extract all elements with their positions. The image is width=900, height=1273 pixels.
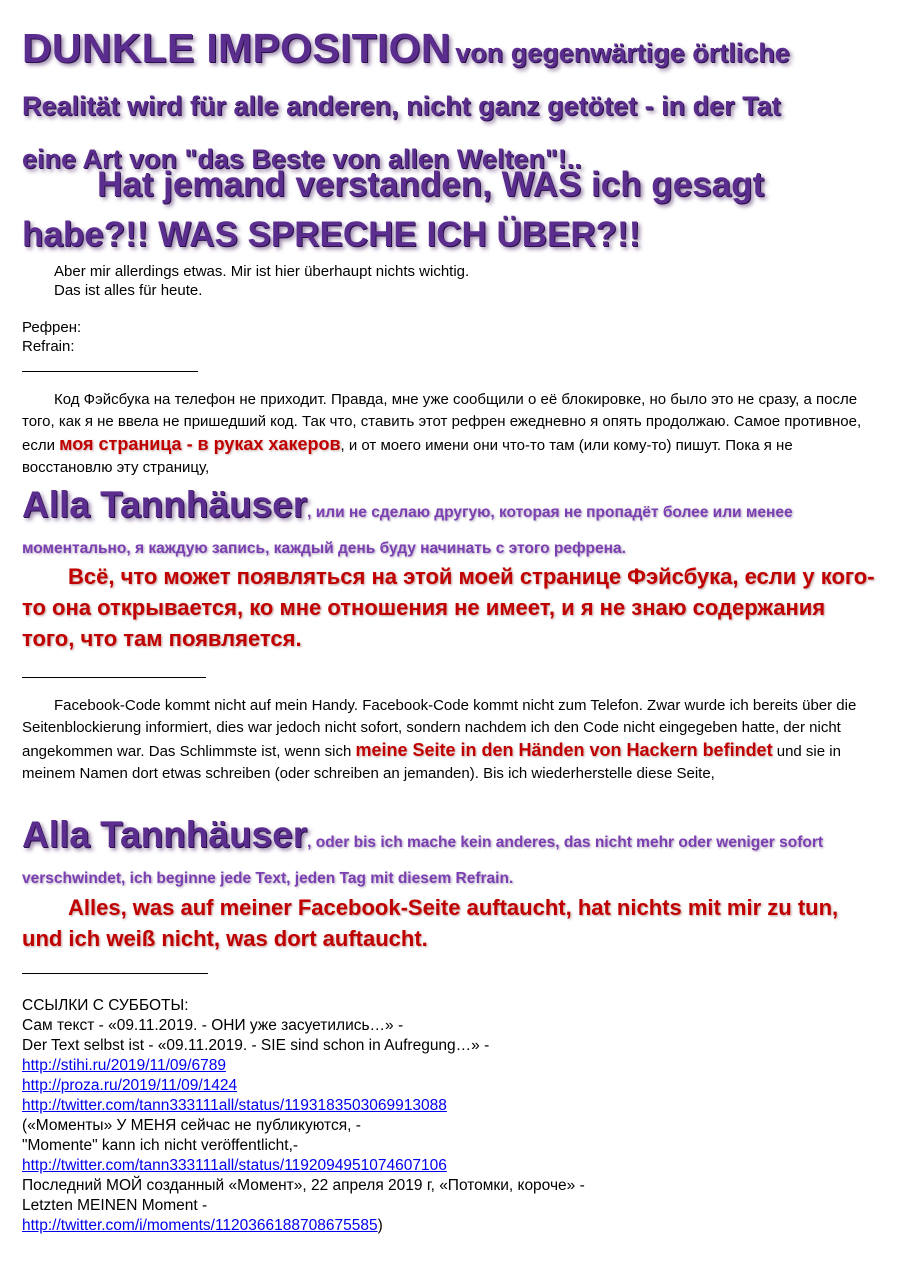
link-twitter-status-1[interactable]: http://twitter.com/tann333111all/status/1193183503069913088 <box>22 1097 447 1114</box>
de-warning: Alles, was auf meiner Facebook-Seite auftaucht, hat nichts mit mir zu tun, und ich weiß nicht, was dort auftaucht. <box>22 895 839 951</box>
last-moment-de-text: Letzten MEINEN Moment - <box>22 1197 208 1214</box>
intro-line1: Aber mir allerdings etwas. Mir ist hier überhaupt nichts wichtig. <box>54 263 470 280</box>
ru-highlight: моя страница - в руках хакеров <box>59 434 341 454</box>
separator-rule <box>22 677 206 678</box>
de-name-rest: , oder bis ich mache kein anderes, das nicht mehr oder weniger sofort verschwindet, ich beginne jede Text, jeden Tag mit diesem Refrain. <box>22 834 824 887</box>
links-section <box>22 996 882 1236</box>
separator-rule <box>22 371 198 372</box>
headline-line2: Realität wird für alle anderen, nicht ganz getötet - in der Tat <box>22 91 781 121</box>
ru-author-name: Alla Tannhäuser <box>22 484 308 525</box>
refrain-label-ru: Рефрен: <box>22 319 82 336</box>
ru-paragraph <box>22 389 882 479</box>
link-twitter-moments[interactable]: http://twitter.com/i/moments/1120366188708675585 <box>22 1217 378 1234</box>
link-proza[interactable]: http://proza.ru/2019/11/09/1424 <box>22 1077 238 1094</box>
link-twitter-status-2[interactable]: http://twitter.com/tann333111all/status/1192094951074607106 <box>22 1157 447 1174</box>
headline-rest-line1: von gegenwärtige örtliche <box>455 38 790 68</box>
de-highlight: meine Seite in den Händen von Hackern befindet <box>355 740 773 760</box>
ru-text-after: , и от моего имени они что-то там (или кому-то) пишут. Пока я не восстановлю эту страницу, <box>22 437 793 476</box>
ru-warning: Всё, что может появляться на этой моей странице Фэйсбука, если у кого-то она открывается, ко мне отношения не имеет, и я не знаю содержания того, что там появляется. <box>22 564 875 651</box>
ru-name-block <box>22 484 882 567</box>
de-name-block <box>22 814 882 897</box>
closing-paren: ) <box>377 1217 383 1234</box>
de-author-name: Alla Tannhäuser <box>22 814 308 855</box>
headline-line3: eine Art von "das Beste von allen Welten"!.. <box>22 144 582 174</box>
ru-text-before: Код Фэйсбука на телефон не приходит. Правда, мне уже сообщили о её блокировке, но было это не сразу, а после того, как я не ввела не пришедший код. Так что, ставить этот рефрен ежедневно я опять продолжаю. Самое противное, если <box>22 391 862 454</box>
headline-big-part: DUNKLE IMPOSITION <box>22 25 451 71</box>
de-text-after: und sie in meinem Namen dort etwas schreiben (oder schreiben an jemanden). Bis ich wiederherstelle diese Seite, <box>22 743 841 782</box>
links-de-text: Der Text selbst ist - «09.11.2019. - SIE sind schon in Aufregung…» - <box>22 1037 490 1054</box>
refrain-label-de: Refrain: <box>22 338 75 355</box>
headline-question: Hat jemand verstanden, WAS ich gesagt habe?!! WAS SPRECHE ICH ÜBER?!! <box>22 165 765 254</box>
moments-de-text: "Momente" kann ich nicht veröffentlicht,- <box>22 1137 299 1154</box>
ru-name-rest: , или не сделаю другую, которая не пропадёт более или менее моментально, я каждую запись, каждый день буду начинать с этого рефрена. <box>22 504 793 557</box>
link-stihi[interactable]: http://stihi.ru/2019/11/09/6789 <box>22 1057 226 1074</box>
separator-rule <box>22 973 208 974</box>
last-moment-ru-text: Последний МОЙ созданный «Момент», 22 апреля 2019 г, «Потомки, короче» - <box>22 1177 585 1194</box>
moments-ru-text: («Моменты» У МЕНЯ сейчас не публикуются, - <box>22 1117 361 1134</box>
de-text-before: Facebook-Code kommt nicht auf mein Handy. Facebook-Code kommt nicht zum Telefon. Zwar wurde ich bereits über die Seitenblockierung informiert, dies war jedoch nicht sofort, sondern nachdem ich den Code nicht eingegeben hatte, der nicht angekommen war. Das Schlimmste ist, wenn sich <box>22 697 857 760</box>
de-paragraph <box>22 695 882 785</box>
links-heading: ССЫЛКИ С СУББОТЫ: <box>22 997 189 1014</box>
intro-line2: Das ist alles für heute. <box>54 282 203 299</box>
links-ru-text: Сам текст - «09.11.2019. - ОНИ уже засуетились…» - <box>22 1017 404 1034</box>
